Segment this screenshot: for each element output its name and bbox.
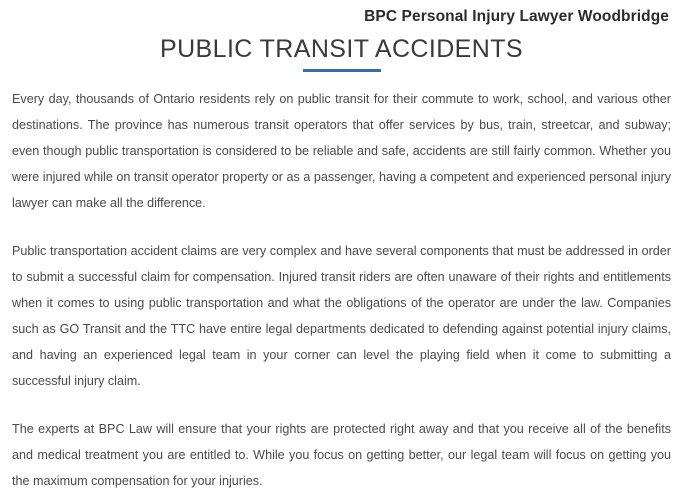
site-title: BPC Personal Injury Lawyer Woodbridge bbox=[364, 8, 669, 25]
article-body bbox=[0, 72, 683, 494]
article-paragraph: Every day, thousands of Ontario residents rely on public transit for their commute to work, school, and various other destinations. The province has numerous transit operators that offer services by bus, train, streetcar, and subway; even though public transportation is considered to be reliable and safe, accidents are still fairly common. Whether you were injured while on transit operator property or as a passenger, having a competent and experienced personal injury lawyer can make all the difference. bbox=[12, 91, 671, 210]
title-block bbox=[0, 36, 683, 72]
article-paragraph: Public transportation accident claims are very complex and have several components that must be addressed in order to submit a successful claim for compensation. Injured transit riders are often unaware of their rights and entitlements when it comes to using public transportation and what the obligations of the operator are under the law. Companies such as GO Transit and the TTC have entire legal departments dedicated to defending against potential injury claims, and having an experienced legal team in your corner can level the playing field when it come to submitting a successful injury claim. bbox=[12, 243, 671, 388]
site-header bbox=[0, 0, 683, 26]
article-paragraph: The experts at BPC Law will ensure that your rights are protected right away and that you receive all of the benefits and medical treatment you are entitled to. While you focus on getting better, our legal team will focus on getting you the maximum compensation for your injuries. bbox=[12, 421, 671, 488]
page-title: PUBLIC TRANSIT ACCIDENTS bbox=[160, 35, 523, 63]
